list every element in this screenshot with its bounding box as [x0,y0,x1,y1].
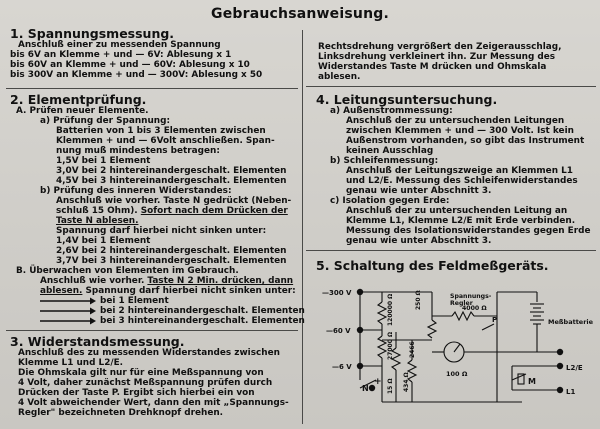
arrow-right-icon [40,317,96,325]
s2-b-line-2: ablesen. Spannung darf hierbei nicht sinken unter: [40,286,296,296]
s2-a-b-line-4: Spannung darf hierbei nicht sinken unter: [56,226,267,236]
s2-a-a: a) Prüfung der Spannung: [40,116,171,126]
page-title: Gebrauchsanweisung. [211,6,389,22]
label-2466: 2466 [409,341,416,358]
column-divider [302,30,303,424]
label-l1: L1 [566,388,576,396]
s2-a: A. Prüfen neuer Elemente. [16,106,149,116]
s4-a-line-4: keinen Ausschlag [346,146,434,156]
s4-b-line-2: und L2/E. Messung des Schleifenwiderstandes [346,176,578,186]
label-250: 250 Ω [415,290,422,310]
label-plus: + [374,377,382,387]
s1-row-3: bis 300V an Klemme + und — 300V: Ablesung x 50 [10,70,263,80]
s3-line-5: Drücken der Taste P. Ergibt sich hierbei ein von [18,388,255,398]
s2-a-a-line-2: Klemmen + und — 6Volt anschließen. Span- [56,136,275,146]
arrow-right-icon [40,297,96,305]
label-n: N [362,384,369,393]
s4-c-line-1: Anschluß der zu untersuchenden Leitung an [346,206,568,216]
s1-cont-4: ablesen. [318,72,361,82]
label-120000: 120000 Ω [387,293,394,326]
s4-c: c) Isolation gegen Erde: [330,196,450,206]
s3-line-7: Regler" bezeichneten Drehknopf drehen. [18,408,224,418]
s4-a-line-2: zwischen Klemmen + und — 300 Volt. Ist kein [346,126,574,136]
arrow-right-icon [40,307,96,315]
section-4-heading: 4. Leitungsuntersuchung. [316,92,498,107]
section-divider-4 [306,250,596,251]
label-p: P [492,316,498,324]
s2-b-arrow-row-1: bei 1 Element [40,296,169,306]
s4-c-line-3: Messung des Isolationswiderstandes gegen Erde [346,226,591,236]
s2-a-a-line-1: Batterien von 1 bis 3 Elementen zwischen [56,126,266,136]
s4-b-line-3: genau wie unter Abschnitt 3. [346,186,492,196]
section-divider-2 [6,330,298,331]
s2-a-a-val-1: 1,5V bei 1 Element [56,156,151,166]
s2-a-a-line-3: nung muß mindestens betragen: [56,146,220,156]
section-divider-1 [6,88,298,89]
s4-b-line-1: Anschluß der Leitungszweige an Klemmen L1 [346,166,573,176]
s2-a-b: b) Prüfung des inneren Widerstandes: [40,186,232,196]
section-5-heading: 5. Schaltung des Feldmeßgeräts. [316,258,549,273]
s2-b-line-1: Anschluß wie vorher. Taste N 2 Min. drücken, dann [40,276,294,286]
s1-row-1: bis 6V an Klemme + und — 6V: Ablesung x 1 [10,50,232,60]
s2-a-b-line-1: Anschluß wie vorher. Taste N gedrückt (Neben- [56,196,292,206]
label-15: 15 Ω [387,378,394,394]
s4-a: a) Außenstrommessung: [330,106,453,116]
s1-cont-1: Rechtsdrehung vergrößert den Zeigerausschlag, [318,42,562,52]
s2-a-b-val-1: 1,4V bei 1 Element [56,236,151,246]
s4-a-line-3: Außenstrom vorhanden, so gibt das Instrument [346,136,585,146]
s3-line-1: Anschluß des zu messenden Widerstandes zwischen [18,348,280,358]
label-434: 434 Ω [403,372,410,392]
s1-intro: Anschluß einer zu messenden Spannung [18,40,221,50]
label-60v: —60 V [326,327,351,335]
label-l2e: L2/E [566,364,583,372]
s3-line-6: 4 Volt abweichender Wert, dann den mit „Spannungs- [18,398,289,408]
s3-line-4: 4 Volt, daher zunächst Meßspannung prüfen durch [18,378,273,388]
label-27000: 27000 Ω [387,331,394,360]
s3-line-2: Klemme L1 und L2/E. [18,358,124,368]
s3-line-3: Die Ohmskala gilt nur für eine Meßspannung von [18,368,264,378]
label-4000: 4000 Ω [462,305,487,312]
s4-c-line-4: genau wie unter Abschnitt 3. [346,236,492,246]
s2-a-a-val-2: 3,0V bei 2 hintereinandergeschalt. Elementen [56,166,287,176]
label-regler: Spannungs-Regler [450,293,492,307]
section-1-heading: 1. Spannungsmessung. [10,26,175,41]
s1-cont-3: Widerstandes Taste M drücken und Ohmskala [318,62,547,72]
s4-b: b) Schleifenmessung: [330,156,439,166]
s4-a-line-1: Anschluß der zu untersuchenden Leitungen [346,116,565,126]
s2-b: B. Überwachen von Elementen im Gebrauch. [16,266,239,276]
s2-a-b-line-2: schluß 15 Ohm). Sofort nach dem Drücken der [56,206,288,216]
label-battery: Meßbatterie [548,318,594,326]
label-6v: —6 V [332,363,352,371]
section-divider-3 [306,86,596,87]
s2-a-b-line-3: Taste N ablesen. [56,216,139,226]
s2-a-b-val-2: 2,6V bei 2 hintereinandergeschalt. Elementen [56,246,287,256]
s1-row-2: bis 60V an Klemme + und — 60V: Ablesung x 10 [10,60,250,70]
label-m: M [528,377,536,386]
s2-b-arrow-row-3: bei 3 hintereinandergeschalt. Elementen [40,316,305,326]
s2-a-b-val-3: 3,7V bei 3 hintereinandergeschalt. Elementen [56,256,287,266]
label-300v: —300 V [322,289,352,297]
s2-b-arrow-row-2: bei 2 hintereinandergeschalt. Elementen [40,306,305,316]
circuit-diagram [322,280,594,426]
s4-c-line-2: Klemme L1, Klemme L2/E mit Erde verbinden. [346,216,576,226]
section-3-heading: 3. Widerstandsmessung. [10,334,185,349]
s2-a-a-val-3: 4,5V bei 3 hintereinandergeschalt. Elementen [56,176,287,186]
label-100: 100 Ω [446,370,468,378]
s1-cont-2: Linksdrehung verkleinert ihn. Zur Messung des [318,52,556,62]
section-2-heading: 2. Elementprüfung. [10,92,147,107]
